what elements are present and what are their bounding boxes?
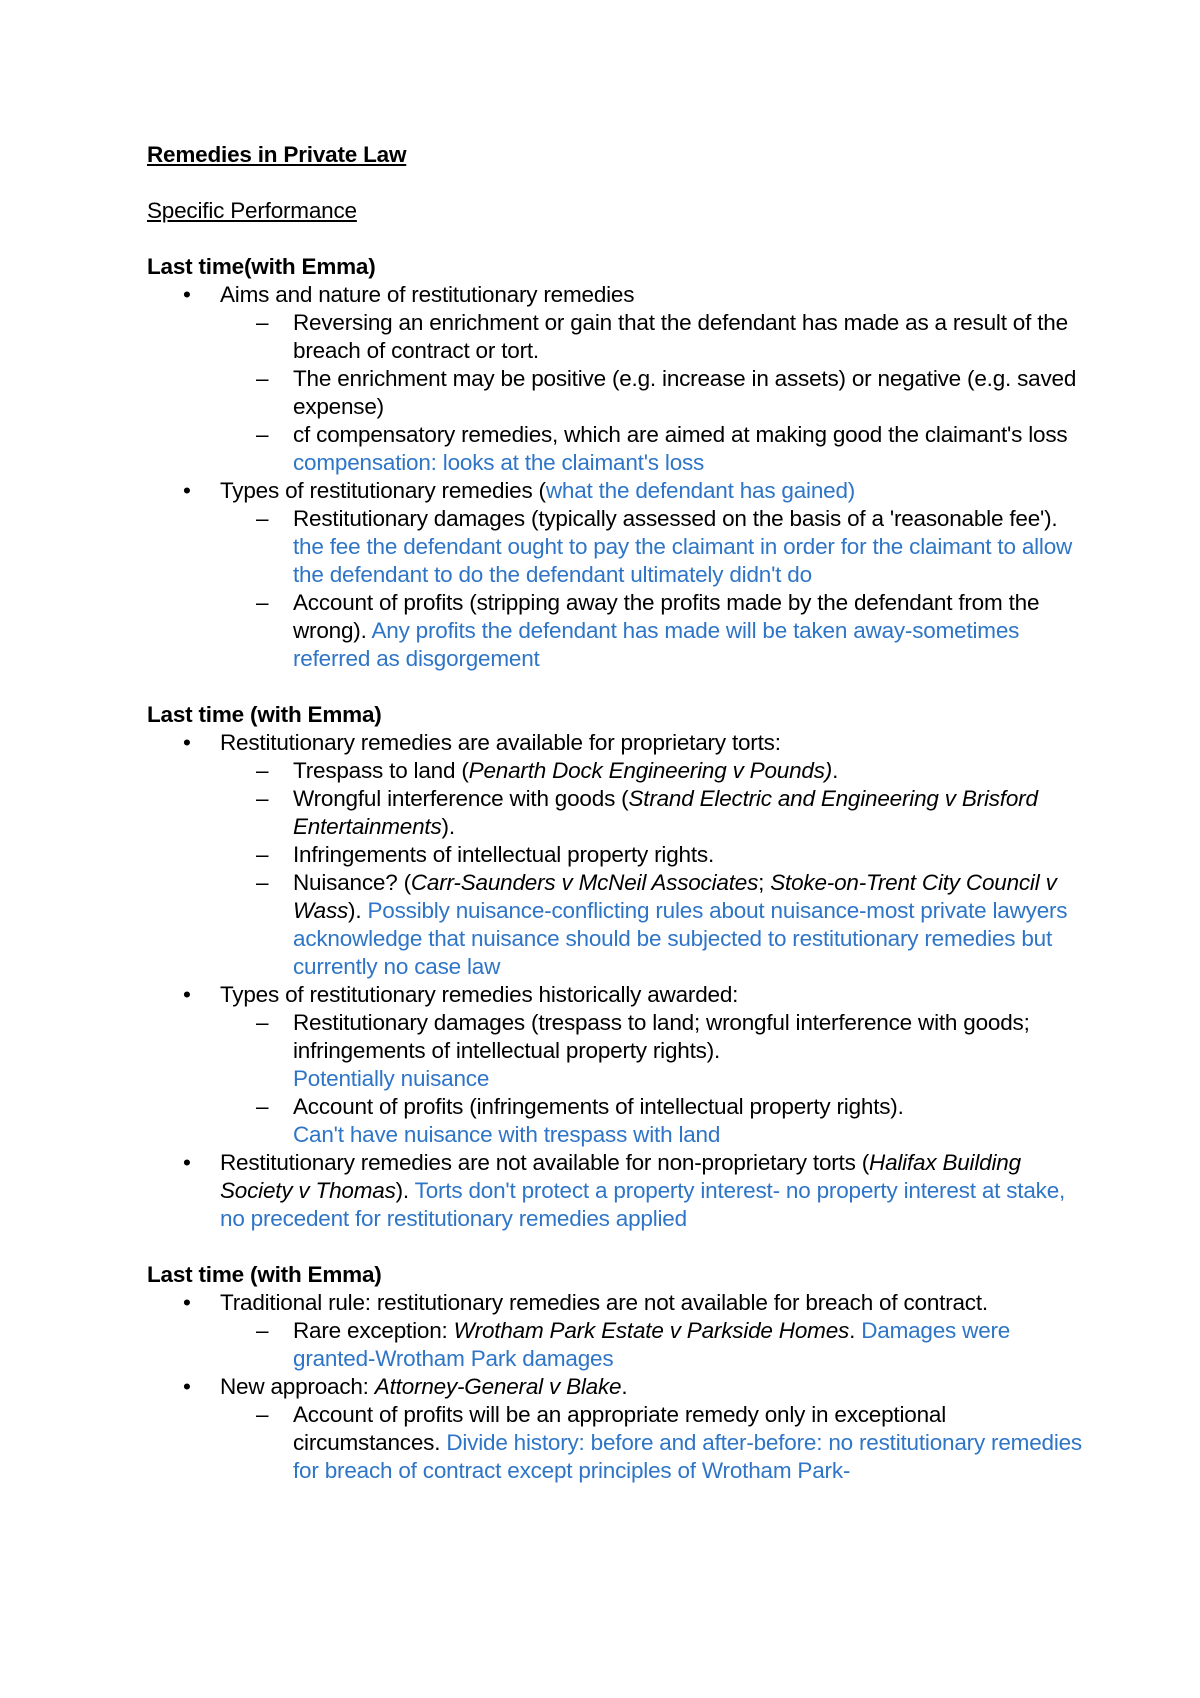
sub-list-item (293, 421, 1087, 477)
bullet-text: ). (395, 1178, 409, 1203)
bullet-text: Restitutionary remedies are not available for non-proprietary torts ( (220, 1150, 870, 1175)
bullet-text: Types of restitutionary remedies historically awarded: (220, 982, 739, 1007)
handwritten-note: compensation: looks at the claimant's loss (293, 450, 705, 475)
sub-item-text: ; (758, 870, 771, 895)
section-1 (147, 253, 1087, 673)
sub-list-item (293, 365, 1087, 421)
sub-item-text: ). (441, 814, 455, 839)
case-name: Strand Electric and Engineering v Brisford Entertainments (293, 786, 1038, 839)
bullet-list (147, 281, 1087, 673)
sub-item-text: Trespass to land ( (293, 758, 469, 783)
handwritten-note: the fee the defendant ought to pay the claimant in order for the claimant to allow the defendant to do the defendant ultimately didn't do (293, 534, 1073, 587)
sub-list-item (293, 1401, 1087, 1485)
sub-list-item (293, 1317, 1087, 1373)
handwritten-note: Divide history: before and after-before: no restitutionary remedies for breach of contract except principles of Wrotham Park- (293, 1430, 1082, 1483)
sub-list-item (293, 589, 1087, 673)
bullet-text: . (621, 1374, 628, 1399)
handwritten-note: Possibly nuisance-conflicting rules about nuisance-most private lawyers acknowledge that nuisance should be subjected to restitutionary remedies but currently no case law (293, 898, 1068, 979)
section-3 (147, 1261, 1087, 1485)
document-subtitle: Specific Performance (147, 198, 357, 223)
case-name: Penarth Dock Engineering v Pounds) (468, 758, 833, 783)
sub-item-text: Wrongful interference with goods ( (293, 786, 629, 811)
sub-list (220, 757, 1087, 981)
section-heading: Last time(with Emma) (147, 254, 376, 279)
bullet-list (147, 1289, 1087, 1485)
sub-list (220, 505, 1087, 673)
sub-list-item (293, 505, 1087, 589)
sub-item-text: Reversing an enrichment or gain that the defendant has made as a result of the breach of contract or tort. (293, 310, 1068, 363)
section-heading: Last time (with Emma) (147, 1262, 382, 1287)
bullet-text: Aims and nature of restitutionary remedies (220, 282, 635, 307)
sub-list (220, 1009, 1087, 1149)
case-name: Stoke-on-Trent City Council v Wass (293, 870, 1057, 923)
sub-item-text: Infringements of intellectual property rights. (293, 842, 715, 867)
list-item (220, 981, 1087, 1149)
handwritten-note: Torts don't protect a property interest- no property interest at stake, no precedent for restitutionary remedies applied (220, 1178, 1066, 1231)
sub-item-text: Rare exception: (293, 1318, 454, 1343)
sub-item-text: The enrichment may be positive (e.g. increase in assets) or negative (e.g. saved expense) (293, 366, 1077, 419)
sub-item-text: . (849, 1318, 856, 1343)
sub-list (220, 1317, 1087, 1373)
bullet-text: Restitutionary remedies are available for proprietary torts: (220, 730, 781, 755)
handwritten-note: what the defendant has gained) (545, 478, 856, 503)
section-2 (147, 701, 1087, 1233)
sub-item-text: Restitutionary damages (typically assessed on the basis of a 'reasonable fee'). (293, 506, 1058, 531)
sub-item-text: Nuisance? ( (293, 870, 411, 895)
list-item (220, 1373, 1087, 1485)
sub-item-text: Account of profits (infringements of intellectual property rights). (293, 1094, 904, 1119)
list-item (220, 477, 1087, 673)
sub-item-text: cf compensatory remedies, which are aimed at making good the claimant's loss (293, 422, 1068, 447)
document-title: Remedies in Private Law (147, 142, 407, 167)
bullet-text: New approach: (220, 1374, 375, 1399)
list-item (220, 281, 1087, 477)
bullet-text: Traditional rule: restitutionary remedies are not available for breach of contract. (220, 1290, 988, 1315)
document-page (147, 141, 1087, 1513)
sub-item-text: Restitutionary damages (trespass to land; wrongful interference with goods; infringements of intellectual property rights). (293, 1010, 1030, 1063)
sub-item-text: Account of profits (stripping away the profits made by the defendant from the wrong). (293, 590, 1040, 643)
sub-list (220, 1401, 1087, 1485)
sub-list-item (293, 1009, 1087, 1093)
sub-list-item (293, 869, 1087, 981)
sub-list-item (293, 1093, 1087, 1149)
list-item (220, 729, 1087, 981)
sub-list-item (293, 841, 1087, 869)
case-name: Attorney-General v Blake (374, 1374, 622, 1399)
list-item (220, 1149, 1087, 1233)
handwritten-note: Any profits the defendant has made will be taken away-sometimes referred as disgorgement (293, 618, 1020, 671)
section-heading: Last time (with Emma) (147, 702, 382, 727)
handwritten-note: Damages were granted-Wrotham Park damages (293, 1318, 1011, 1371)
list-item (220, 1289, 1087, 1373)
sub-list-item (293, 309, 1087, 365)
handwritten-note: Can't have nuisance with trespass with land (293, 1122, 721, 1147)
sub-list-item (293, 757, 1087, 785)
sub-item-text: ). (348, 898, 362, 923)
sub-item-text: Account of profits will be an appropriate remedy only in exceptional circumstances. (293, 1402, 947, 1455)
bullet-list (147, 729, 1087, 1233)
bullet-text: Types of restitutionary remedies ( (220, 478, 546, 503)
case-name: Carr-Saunders v McNeil Associates (410, 870, 759, 895)
sub-list (220, 309, 1087, 477)
case-name: Halifax Building Society v Thomas (220, 1150, 1021, 1203)
sub-item-text: . (832, 758, 839, 783)
sub-list-item (293, 785, 1087, 841)
case-name: Wrotham Park Estate v Parkside Homes (453, 1318, 850, 1343)
handwritten-note: Potentially nuisance (293, 1066, 490, 1091)
